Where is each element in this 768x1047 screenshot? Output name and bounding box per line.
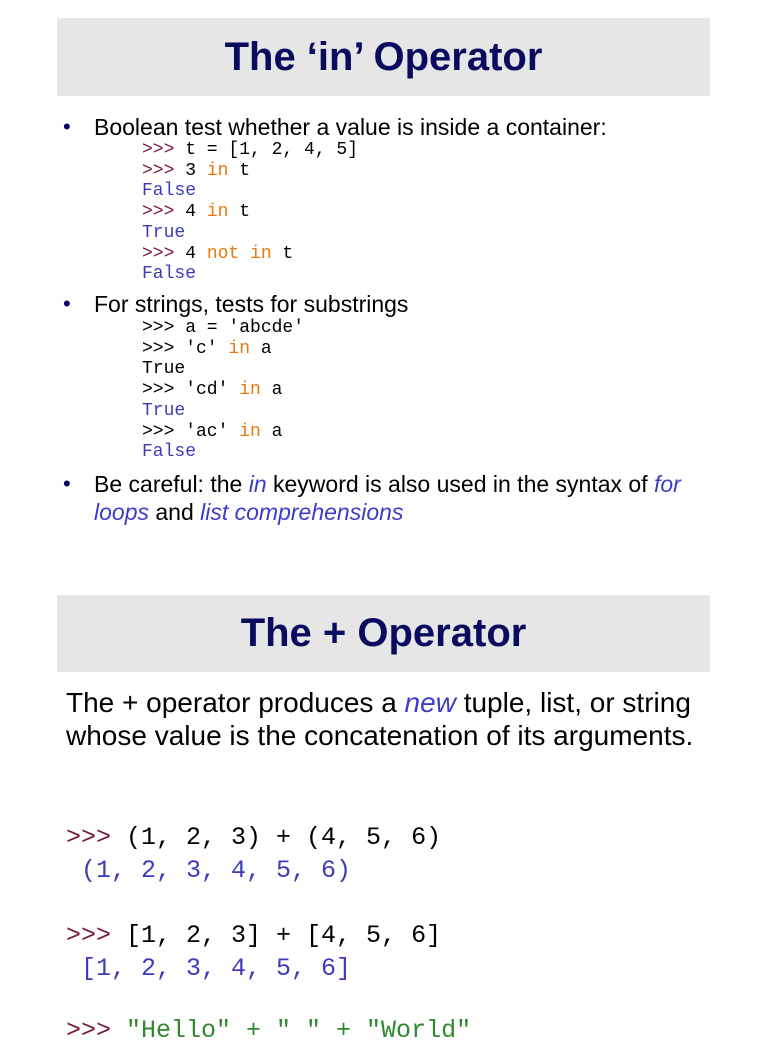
plus-operator-description: The + operator produces a new tuple, list, or string whose value is the concatenation of its arguments. <box>66 687 694 751</box>
slide2-title: The + Operator <box>240 611 527 655</box>
slide1-title: The ‘in’ Operator <box>224 34 543 79</box>
string-concat-example: >>> "Hello" + " " + "World" <box>66 1016 472 1045</box>
bullet-dot: • <box>63 291 71 316</box>
tuple-concat-example: >>> (1, 2, 3) + (4, 5, 6) (1, 2, 3, 4, 5, 6) <box>66 823 442 885</box>
bullet-boolean-test <box>63 113 703 141</box>
slide1-title-bar <box>57 18 710 96</box>
bullet-strings <box>63 290 703 318</box>
slide2-title-bar <box>57 595 710 672</box>
in-keyword: in <box>248 471 267 497</box>
bullet-text: For strings, tests for substrings <box>94 291 409 317</box>
bullet-dot: • <box>63 471 71 496</box>
new-term: new <box>404 687 456 718</box>
bullet-careful <box>63 470 703 526</box>
bullet-dot: • <box>63 114 71 139</box>
bullet-text: Boolean test whether a value is inside a container: <box>94 114 607 140</box>
list-concat-example: >>> [1, 2, 3] + [4, 5, 6] [1, 2, 3, 4, 5, 6] <box>66 921 442 983</box>
code-block-strings: >>> a = 'abcde' >>> 'c' in a True >>> 'cd' in a True >>> 'ac' in a False <box>142 318 305 463</box>
bullet-text: Be careful: the in keyword is also used in the syntax of for loops and list comprehensions <box>94 471 681 525</box>
code-block-list: >>> t = [1, 2, 4, 5] >>> 3 in t False >>> 4 in t True >>> 4 not in t False <box>142 140 359 285</box>
list-comprehensions-term: list comprehensions <box>200 499 404 525</box>
for-loops-term: for loops <box>94 471 681 525</box>
